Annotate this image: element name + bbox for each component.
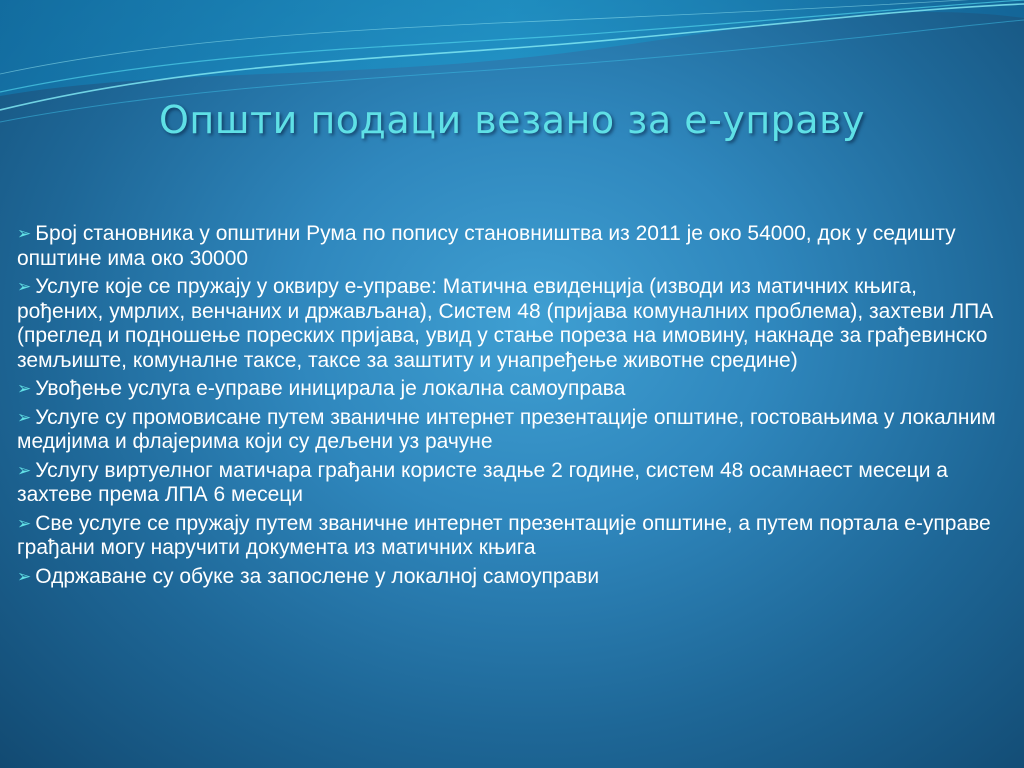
bullet-text: Одржаване су обуке за запослене у локалној самоуправи	[35, 564, 600, 588]
list-item	[17, 406, 1007, 455]
arrow-bullet-icon: ➢	[17, 277, 32, 296]
arrow-bullet-icon: ➢	[17, 407, 32, 427]
bullet-text: Увођење услуга е-управе иницирала је локална самоуправа	[35, 377, 626, 400]
bullet-text: Услуге су промовисане путем званичне интернет презентације општине, гостовањима у локалним медијима и флајерима који су дељени уз рачуне	[17, 405, 996, 453]
list-item	[17, 565, 1007, 590]
slide-title: Општи подаци везано за е-управу	[159, 98, 865, 142]
bullet-text: Све услуге се пружају путем званичне интернет презентације општине, а путем портала е-управе грађани могу наручити документа из матичних књига	[17, 511, 991, 559]
bullet-text: Број становника у општини Рума по попису становништва из 2011 је око 54000, док у седишту општине има око 30000	[17, 222, 956, 270]
bullet-list	[17, 222, 1007, 593]
arrow-bullet-icon: ➢	[17, 379, 32, 398]
bullet-text: Услугу виртуелног матичара грађани користе задње 2 године, систем 48 осамнаест месеци а захтеве према ЛПА 6 месеци	[17, 458, 948, 506]
list-item	[17, 459, 1007, 508]
arrow-bullet-icon: ➢	[17, 566, 32, 586]
list-item	[17, 222, 1007, 271]
bullet-text: Услуге које се пружају у оквиру е-управе: Матична евиденција (изводи из матичних књига, рођених, умрлих, венчаних и држављана), Систем 48 (пријава комуналних проблема), захтеви ЛПА (преглед и подношење пореских пријава, увид у стање пореза на имовину, накнаде за грађевинско земљиште, комуналне таксе, таксе за заштиту и унапређење животне средине)	[17, 275, 994, 372]
list-item	[17, 512, 1007, 561]
arrow-bullet-icon: ➢	[17, 513, 32, 533]
arrow-bullet-icon: ➢	[17, 224, 32, 243]
list-item	[17, 275, 1007, 373]
list-item	[17, 377, 1007, 402]
arrow-bullet-icon: ➢	[17, 460, 32, 480]
